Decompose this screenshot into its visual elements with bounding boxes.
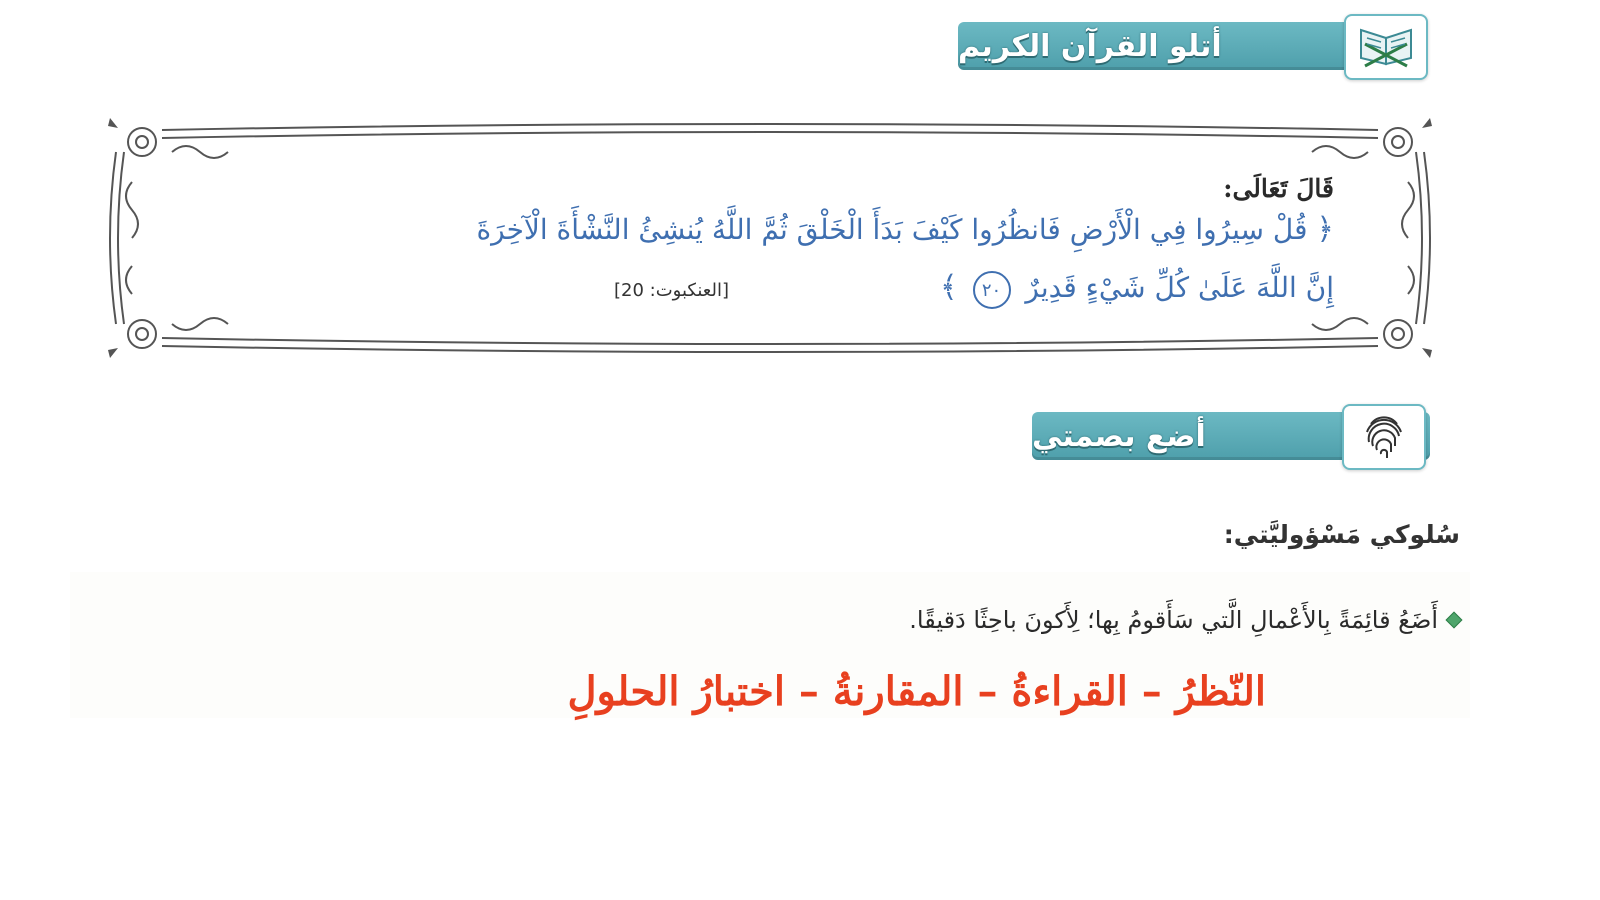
verse-citation: [العنكبوت: 20] <box>614 280 729 301</box>
responsibility-bullet <box>909 606 1460 634</box>
responsibility-heading: سُلوكي مَسْؤوليَّتي: <box>1223 520 1460 549</box>
verse-line-1 <box>476 212 1334 247</box>
fingerprint-section-title: أضع بصمتي <box>1032 418 1206 454</box>
quran-section-title: أتلو القرآن الكريم <box>958 28 1222 64</box>
open-quran-icon <box>1344 14 1428 80</box>
verse-frame <box>102 112 1438 364</box>
answer-text: النّظرُ – القراءةُ – المقارنةُ – اختبارُ الحلولِ <box>567 668 1266 715</box>
open-bracket: ﴿ <box>1316 212 1334 247</box>
verse-text-2: إِنَّ اللَّهَ عَلَىٰ كُلِّ شَيْءٍ قَدِيرٌ <box>1025 271 1334 304</box>
verse-text-1: قُلْ سِيرُوا فِي الْأَرْضِ فَانظُرُوا كَيْفَ بَدَأَ الْخَلْقَ ثُمَّ اللَّهُ يُنشِئُ النَّشْأَةَ الْآخِرَةَ <box>476 213 1308 246</box>
fingerprint-icon-badge <box>1336 400 1432 474</box>
verse-content <box>102 112 1438 364</box>
fingerprint-icon <box>1342 404 1426 470</box>
close-bracket: ﴾ <box>940 270 958 305</box>
bullet-text: أَضَعُ قائِمَةً بِالأَعْمالِ الَّتي سَأَقومُ بِها؛ لِأَكونَ باحِثًا دَقيقًا. <box>909 606 1438 634</box>
quran-icon-badge <box>1338 10 1434 84</box>
bullet-diamond-icon <box>1446 612 1463 629</box>
verse-line-2 <box>940 270 1334 309</box>
verse-intro: قَالَ تَعَالَى: <box>1223 174 1334 203</box>
ayah-number: ٢٠ <box>973 271 1011 309</box>
